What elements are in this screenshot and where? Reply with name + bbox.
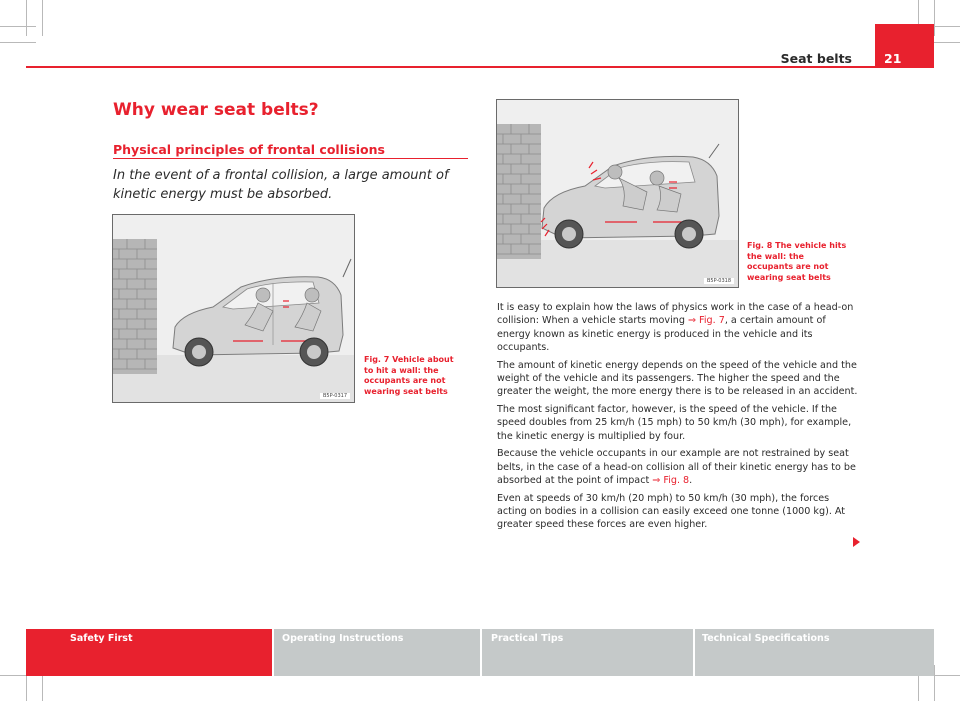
figure-8-caption: Fig. 8 The vehicle hits the wall: the occupants are not wearing seat belts (747, 241, 847, 282)
figure-8-image (496, 99, 739, 288)
crop-mark (934, 0, 935, 36)
figure-7-image (112, 214, 355, 403)
intro-text: In the event of a frontal collision, a large amount of kinetic energy must be absorbed. (113, 168, 449, 202)
continue-arrow-icon (853, 537, 860, 547)
page-number: 21 (884, 51, 902, 66)
figure-7-link[interactable]: ⇒ Fig. 7 (687, 315, 725, 327)
body-text (497, 301, 859, 536)
figure-7-caption: Fig. 7 Vehicle about to hit a wall: the occupants are not wearing seat belts (364, 355, 454, 396)
footer-label-operating-instructions[interactable]: Operating Instructions (282, 633, 404, 644)
page-heading: Why wear seat belts? (113, 100, 319, 120)
text-span: Because the vehicle occupants in our example are not restrained by seat belts, in the case of a head-on collision all of their kinetic energy has to be absorbed at the point of impact (497, 448, 856, 487)
footer-tab-safety-first[interactable] (26, 629, 272, 676)
footer-label-technical-specifications[interactable]: Technical Specifications (702, 633, 830, 644)
paragraph: The amount of kinetic energy depends on the speed of the vehicle and the weight of the vehicle and its passengers. The higher the speed and the greater the weight, the more energy there is to be released in an accident. (497, 359, 858, 398)
paragraph: The most significant factor, however, is the speed of the vehicle. If the speed doubles from 25 km/h (15 mph) to 50 km/h (30 mph), for example, the kinetic energy is multiplied by four. (497, 404, 852, 442)
crop-mark (0, 26, 36, 27)
section-title: Seat belts (780, 51, 852, 66)
crop-mark (42, 0, 43, 36)
figure-code: B5P-0317 (320, 393, 350, 399)
paragraph (497, 301, 859, 354)
footer-label-safety-first[interactable]: Safety First (70, 633, 133, 644)
crop-mark (934, 665, 935, 701)
text-span: . (689, 475, 693, 487)
subheading: Physical principles of frontal collisions (113, 142, 385, 157)
crop-mark (26, 0, 27, 36)
crop-mark (0, 42, 36, 43)
paragraph: Even at speeds of 30 km/h (20 mph) to 50 km/h (30 mph), the forces acting on bodies in a collision can easily exceed one tonne (1000 kg). At greater speed these forces are even higher. (497, 492, 846, 531)
figure-code: B5P-0318 (704, 278, 734, 284)
subheading-rule (113, 158, 468, 159)
figure-8-link[interactable]: ⇒ Fig. 8 (652, 475, 690, 487)
footer-label-practical-tips[interactable]: Practical Tips (491, 633, 564, 644)
text-span: It is easy to explain how the laws of physics work in the case of a head-on collision: When a vehicle starts moving (497, 302, 854, 327)
paragraph (497, 447, 859, 487)
text-span: , a certain amount of energy known as kinetic energy is produced in the vehicle and its occupants. (497, 315, 826, 353)
header-rule (26, 66, 934, 68)
